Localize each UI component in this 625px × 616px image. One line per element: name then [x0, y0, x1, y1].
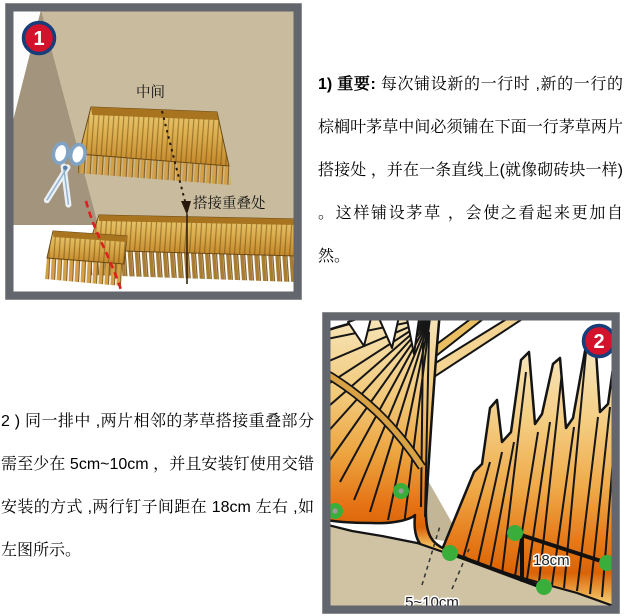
figure-1-thatch-row-alignment — [5, 3, 302, 300]
nail-dot — [442, 545, 458, 561]
label-nail-spacing: 18cm — [533, 552, 570, 569]
nail-dot — [393, 483, 409, 499]
step-2-badge — [584, 326, 615, 357]
figure-2-nail-spacing — [322, 312, 620, 614]
nail-dot — [507, 525, 523, 541]
nail-dot — [536, 579, 552, 595]
instruction-2-text — [1, 400, 314, 572]
instruction-1-text — [318, 63, 623, 278]
instruction-1-body: 每次铺设新的一行时 ,新的一行的棕榈叶茅草中间必须铺在下面一行茅草两片搭接处 ，并在一条直线上(就像砌砖块一样) 。这样铺设茅草 ，会使之看起来更加自然。 — [318, 76, 623, 265]
instruction-1-prefix: 1) 重要: — [318, 76, 376, 93]
label-middle: 中间 — [136, 85, 165, 101]
figure-1-illustration — [5, 3, 302, 300]
upper-thatch-piece — [77, 107, 231, 185]
step-2-badge-number: 2 — [593, 331, 605, 353]
figure-2-illustration — [322, 312, 620, 614]
label-overlap-range: 5~10cm — [405, 594, 459, 611]
step-1-badge-number: 1 — [33, 28, 45, 50]
label-overlap-seam: 搭接重叠处 — [193, 196, 266, 212]
instruction-2-body: 2 ) 同一排中 ,两片相邻的茅草搭接重叠部分需至少在 5cm~10cm ，并且安装钉使用交错安装的方式 ,两行钉子间距在 18cm 左右 ,如左图所示。 — [1, 413, 314, 559]
lower-left-thatch-piece — [45, 231, 128, 286]
step-1-badge — [24, 23, 55, 54]
